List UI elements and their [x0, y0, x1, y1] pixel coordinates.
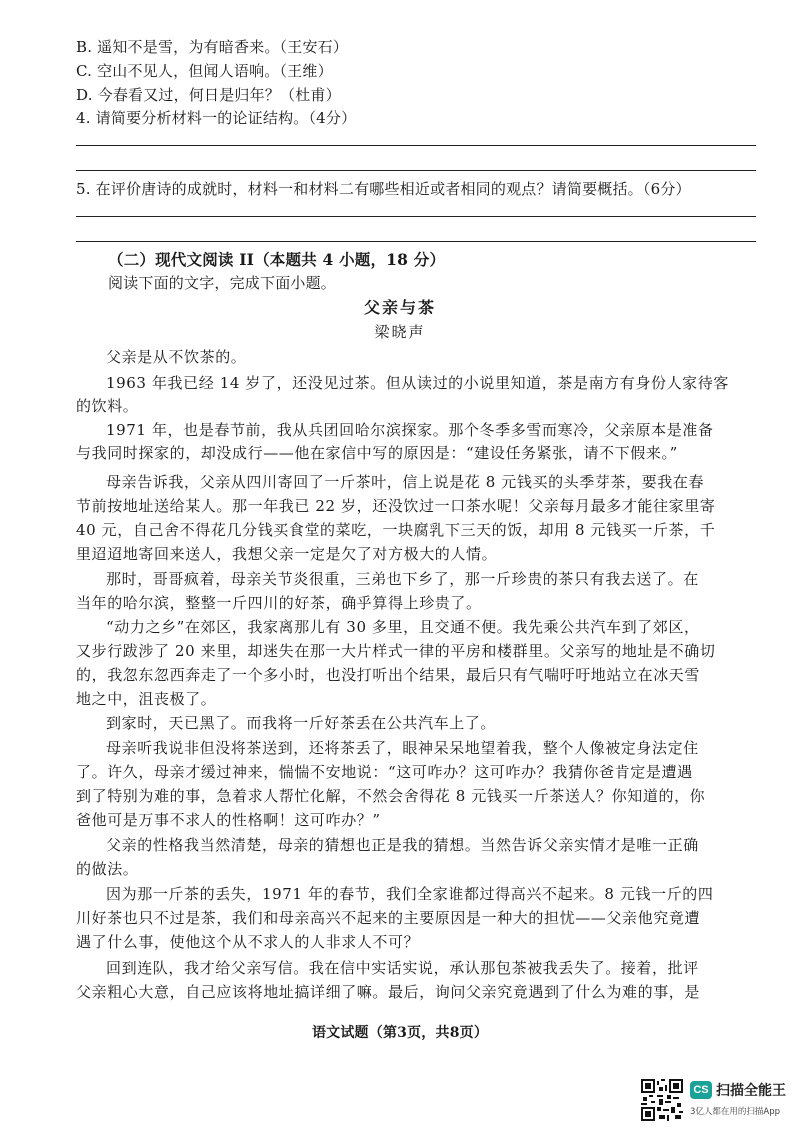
- section-title: （二）现代文阅读 II（本题共 4 小题，18 分）: [108, 250, 446, 269]
- paragraph-line: 到家时，天已黑了。而我将一斤好茶丢在公共汽车上了。: [106, 714, 497, 732]
- paragraph-line: 的，我忽东忽西奔走了一个多小时，也没打听出个结果，最后只有气喘吁吁地站立在冰天雪: [76, 666, 701, 684]
- paragraph-line: 1963 年我已经 14 岁了，还没见过茶。但从读过的小说里知道，茶是南方有身份人家待客: [106, 374, 729, 392]
- paragraph-line: 回到连队，我才给父亲写信。我在信中实话实说，承认那包茶被我丢失了。接着，批评: [106, 959, 699, 977]
- paragraph-line: 里迢迢地寄回来送人，我想父亲一定是欠了对方极大的人情。: [76, 545, 498, 563]
- paragraph-line: 父亲是从不饮茶的。: [106, 348, 247, 366]
- question-5: 5. 在评价唐诗的成就时，材料一和材料二有哪些相近或者相同的观点？请简要概括。（6分）: [76, 180, 691, 198]
- paragraph-line: 地之中，沮丧极了。: [76, 690, 217, 708]
- article-title: 父亲与茶: [363, 298, 436, 317]
- paragraph-line: 母亲告诉我，父亲从四川寄回了一斤茶叶，信上说是花 8 元钱买的头季芽茶，要我在春: [106, 473, 705, 491]
- paragraph-line: 又步行跋涉了 20 来里，却迷失在那一大片样式一律的平房和楼群里。父亲写的地址是不确切: [76, 642, 716, 660]
- paragraph-line: 当年的哈尔滨，整整一斤四川的好茶，确乎算得上珍贵了。: [76, 594, 482, 612]
- option-d: D. 今春看又过，何日是归年？（杜甫）: [76, 86, 341, 104]
- scanner-tagline: 3亿人都在用的扫描App: [690, 1107, 781, 1117]
- paragraph-line: 到了特别为难的事，急着求人帮忙化解，不然会舍得花 8 元钱买一斤茶送人？你知道的，你: [76, 787, 706, 805]
- paragraph-line: 那时，哥哥疯着，母亲关节炎很重，三弟也下乡了，那一斤珍贵的茶只有我去送了。在: [106, 570, 699, 588]
- question-4: 4. 请简要分析材料一的论证结构。（4分）: [76, 109, 357, 127]
- option-b: B. 遥知不是雪，为有暗香来。（王安石）: [76, 38, 349, 56]
- paragraph-line: “动力之乡”在郊区，我家离那儿有 30 多里，且交通不便。我先乘公共汽车到了郊区，: [106, 618, 700, 636]
- paragraph-line: 母亲听我说非但没将茶送到，还将茶丢了，眼神呆呆地望着我，整个人像被定身法定住: [106, 739, 699, 757]
- paragraph-line: 1971 年，也是春节前，我从兵团回哈尔滨探家。那个冬季多雪而寒冷，父亲原本是准备: [106, 421, 714, 439]
- option-c: C. 空山不见人，但闻人语响。（王维）: [76, 62, 333, 80]
- page-footer: 语文试题（第3页，共8页）: [311, 1025, 489, 1041]
- answer-line: [76, 145, 756, 146]
- paragraph-line: 40 元，自己舍不得花几分钱买食堂的菜吃，一块腐乳下三天的饭，却用 8 元钱买一斤茶，千: [76, 521, 716, 539]
- paragraph-line: 的做法。: [76, 860, 139, 878]
- scanner-brand: 扫描全能王: [716, 1083, 786, 1099]
- answer-line: [76, 241, 756, 242]
- answer-line: [76, 170, 756, 171]
- paragraph-line: 父亲的性格我当然清楚，母亲的猜想也正是我的猜想。当然告诉父亲实情才是唯一正确: [106, 836, 699, 854]
- paragraph-line: 的饮料。: [76, 397, 139, 415]
- paragraph-line: 父亲粗心大意，自己应该将地址搞详细了嘛。最后，询问父亲究竟遇到了什么为难的事，是: [76, 983, 701, 1001]
- answer-line: [76, 216, 756, 217]
- paragraph-line: 爸他可是万事不求人的性格啊！这可咋办？”: [76, 811, 381, 829]
- section-instruction: 阅读下面的文字，完成下面小题。: [108, 274, 337, 292]
- article-author: 梁晓声: [374, 323, 426, 341]
- paragraph-line: 因为那一斤茶的丢失，1971 年的春节，我们全家谁都过得高兴不起来。8 元钱一斤的四: [106, 885, 714, 903]
- paragraph-line: 遇了什么事，使他这个从不求人的人非求人不可？: [76, 933, 420, 951]
- paragraph-line: 川好茶也只不过是茶，我们和母亲高兴不起来的主要原因是一种大的担忧——父亲他究竟遭: [76, 909, 701, 927]
- camscanner-logo: CS: [690, 1081, 712, 1099]
- paragraph-line: 了。许久，母亲才缓过神来，惴惴不安地说：“这可咋办？这可咋办？我猜你爸肯定是遭遇: [76, 763, 693, 781]
- qr-code-icon: [641, 1079, 683, 1121]
- paragraph-line: 节前按地址送给某人。那一年我已 22 岁，还没饮过一口茶水呢！父亲每月最多才能往家里寄: [76, 497, 716, 515]
- paragraph-line: 与我同时探家的，却没成行——他在家信中写的原因是：“建设任务紧张，请不下假来。”: [76, 444, 678, 462]
